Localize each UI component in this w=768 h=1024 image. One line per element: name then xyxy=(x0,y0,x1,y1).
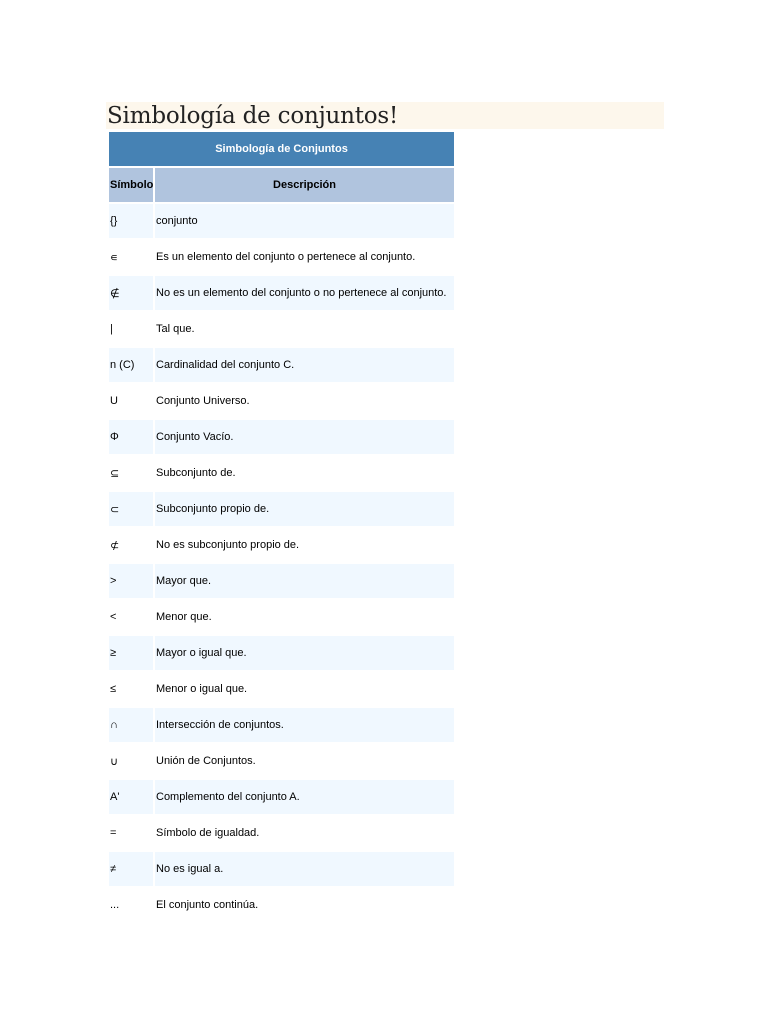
description-cell: No es un elemento del conjunto o no pertenece al conjunto. xyxy=(155,276,454,310)
table-row xyxy=(109,492,454,526)
symbols-table xyxy=(107,130,456,924)
column-header-symbol: Símbolo xyxy=(109,168,153,202)
description-cell: Mayor o igual que. xyxy=(155,636,454,670)
symbol-cell: U xyxy=(109,384,153,418)
symbol-cell: ⊄ xyxy=(109,528,153,562)
description-cell: El conjunto continúa. xyxy=(155,888,454,922)
symbol-cell: ∉ xyxy=(109,276,153,310)
symbol-cell: < xyxy=(109,600,153,634)
symbol-cell: ⊆ xyxy=(109,456,153,490)
description-cell: Menor o igual que. xyxy=(155,672,454,706)
table-row xyxy=(109,204,454,238)
page-title: Simbología de conjuntos! xyxy=(107,103,399,129)
table-row xyxy=(109,420,454,454)
table-row xyxy=(109,780,454,814)
symbol-cell: ≥ xyxy=(109,636,153,670)
symbol-cell: Φ xyxy=(109,420,153,454)
description-cell: No es subconjunto propio de. xyxy=(155,528,454,562)
symbol-cell: {} xyxy=(109,204,153,238)
symbol-cell: > xyxy=(109,564,153,598)
symbol-cell: ≤ xyxy=(109,672,153,706)
table-row xyxy=(109,240,454,274)
symbol-cell: = xyxy=(109,816,153,850)
table-row xyxy=(109,312,454,346)
table-row xyxy=(109,564,454,598)
description-cell: No es igual a. xyxy=(155,852,454,886)
description-cell: Símbolo de igualdad. xyxy=(155,816,454,850)
table-row xyxy=(109,348,454,382)
table-row xyxy=(109,600,454,634)
symbol-cell: n (C) xyxy=(109,348,153,382)
table-caption-row xyxy=(109,132,454,166)
description-cell: Es un elemento del conjunto o pertenece al conjunto. xyxy=(155,240,454,274)
description-cell: Mayor que. xyxy=(155,564,454,598)
symbol-cell: A' xyxy=(109,780,153,814)
description-cell: Menor que. xyxy=(155,600,454,634)
symbol-cell: ∪ xyxy=(109,744,153,778)
description-cell: Subconjunto de. xyxy=(155,456,454,490)
symbol-cell: ∩ xyxy=(109,708,153,742)
table-row xyxy=(109,744,454,778)
symbol-cell: ... xyxy=(109,888,153,922)
table-row xyxy=(109,816,454,850)
table-row xyxy=(109,852,454,886)
description-cell: Conjunto Universo. xyxy=(155,384,454,418)
description-cell: Unión de Conjuntos. xyxy=(155,744,454,778)
column-header-description: Descripción xyxy=(155,168,454,202)
symbol-cell: ∊ xyxy=(109,240,153,274)
table-row xyxy=(109,528,454,562)
table-row xyxy=(109,276,454,310)
table-row xyxy=(109,456,454,490)
description-cell: Cardinalidad del conjunto C. xyxy=(155,348,454,382)
description-cell: conjunto xyxy=(155,204,454,238)
table-row xyxy=(109,672,454,706)
table-row xyxy=(109,636,454,670)
description-cell: Complemento del conjunto A. xyxy=(155,780,454,814)
symbol-cell: | xyxy=(109,312,153,346)
description-cell: Subconjunto propio de. xyxy=(155,492,454,526)
table-row xyxy=(109,708,454,742)
table-row xyxy=(109,384,454,418)
table-header-row xyxy=(109,168,454,202)
description-cell: Conjunto Vacío. xyxy=(155,420,454,454)
description-cell: Tal que. xyxy=(155,312,454,346)
table-row xyxy=(109,888,454,922)
description-cell: Intersección de conjuntos. xyxy=(155,708,454,742)
symbol-cell: ≠ xyxy=(109,852,153,886)
symbol-cell: ⊂ xyxy=(109,492,153,526)
table-caption: Simbología de Conjuntos xyxy=(109,132,454,166)
